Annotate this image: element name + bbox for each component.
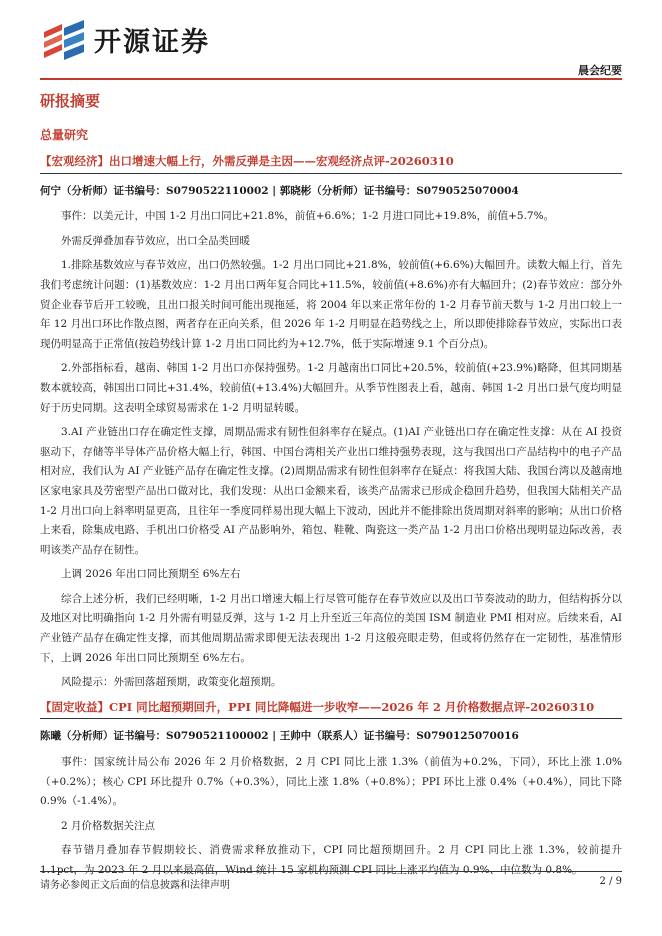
header-divider xyxy=(40,78,622,80)
article-subheading: 上调 2026 年出口同比预期至 6%左右 xyxy=(61,568,241,581)
brand-name: 开源证券 xyxy=(94,27,210,58)
footer-disclaimer: 请务必参阅正文后面的信息披露和法律声明 xyxy=(40,880,230,891)
footer-divider xyxy=(40,871,622,872)
article-subheading: 2 月价格数据关注点 xyxy=(61,819,156,832)
kaiyuan-logo-icon xyxy=(40,18,88,66)
article-paragraph: 3.AI 产业链出口存在确定性支撑，周期品需求有韧性但斜率存在疑点。(1)AI 产业链出口存在确定性支撑：从在 AI 投资驱动下，存储等半导体产品价格大幅上行，韩国、中国台湾相关产业出口维持强势表现，这与我国出口产品结构中的电子产品相对应，我们认为 AI 产业链产品存在确定性支撑。(2)周期品需求有韧性但斜率存在疑点：将我国大陆、我国台湾以及越南地区家电家具及劳密型产品出口做对比，我们发现：从出口金额来看，该类产品需求已形成企稳回升趋势，但我国大陆相关产品 1-2 月出口向上斜率明显更高，且往年一季度同样易出现大幅上下波动，因此并不能排除出货周期对斜率的影响；从出口价格上来看，除集成电路、手机出口价格受 AI 产品影响外，箱包、鞋靴、陶瓷这一类产品 1-2 月出口价格出现明显边际改善，表明该类产品存在韧性。 xyxy=(40,426,622,556)
article-risk: 风险提示：外需回落超预期，政策变化超预期。 xyxy=(61,676,282,689)
article-subheading: 外需反弹叠加春节效应，出口全品类回暖 xyxy=(61,234,250,247)
article-paragraph: 春节错月叠加春节假期较长、消费需求释放推动下，CPI 同比超预期回升。2 月 CPI 同比上涨 1.3%，较前提升 1.1pct，为 2023 年 2 月以来最高值，Wind 统计 15 家机构预测 CPI 同比上涨平均值为 0.9%、中位数为 0.8%。 xyxy=(40,844,622,876)
section-title: 研报摘要 xyxy=(40,92,101,110)
article-paragraph: 综合上述分析，我们已经明晰，1-2 月出口增速大幅上行尽管可能存在春节效应以及出口节奏波动的助力，但结构拆分以及地区对比明确指向 1-2 月外需有明显反弹，这与 1-2 月上升至近三年高位的美国 ISM 制造业 PMI 相对应。后续来看，AI 产业链产品存在确定性支撑，而其他周期品需求即便无法表现出 1-2 月这般亮眼走势，但或将仍然存在一定韧性，基准情形下，上调 2026 年出口同比预期至 6%左右。 xyxy=(40,592,622,664)
article-authors: 陈曦（分析师）证书编号：S0790521100002 | 王帅中（联系人）证书编号：S0790125070016 xyxy=(40,730,519,743)
article-paragraph: 事件：国家统计局公布 2026 年 2 月价格数据，2 月 CPI 同比上涨 1.3%（前值为+0.2%，下同），环比上涨 1.0%（+0.2%）；核心 CPI 环比提升 0.7%（+0.3%），同比上涨 1.8%（+0.8%）；PPI 环比上涨 0.4%（+0.4%），同比下降 0.9%（-1.4%）。 xyxy=(40,756,622,808)
article-headline: 【宏观经济】出口增速大幅上行，外需反弹是主因——宏观经济点评-20260310 xyxy=(40,152,622,174)
article-authors: 何宁（分析师）证书编号：S0790522110002 | 郭晓彬（分析师）证书编号：S0790525070004 xyxy=(40,184,519,197)
article-list xyxy=(40,148,622,886)
article-paragraph: 事件：以美元计，中国 1-2 月出口同比+21.8%，前值+6.6%；1-2 月进口同比+19.8%，前值+5.7%。 xyxy=(61,210,555,223)
article xyxy=(40,152,622,693)
article-paragraph: 2.外部指标看，越南、韩国 1-2 月出口亦保持强势。1-2 月越南出口同比+20.5%，较前值(+23.9%)略降，但其同期基数本就较高，韩国出口同比+31.4%，较前值(+13.4%)大幅回升。从季节性图表上看，越南、韩国 1-2 月出口景气度均明显好于历史同期。这表明全球贸易需求在 1-2 月明显转暖。 xyxy=(40,362,622,414)
page-header xyxy=(40,16,622,76)
article-headline: 【固定收益】CPI 同比超预期回升，PPI 同比降幅进一步收窄——2026 年 2 月价格数据点评-20260310 xyxy=(40,698,622,720)
article xyxy=(40,698,622,881)
header-tag: 晨会纪要 xyxy=(578,64,622,77)
page-number: 2 / 9 xyxy=(599,876,622,887)
article-paragraph: 1.排除基数效应与春节效应，出口仍然较强。1-2 月出口同比+21.8%，较前值(+6.6%)大幅回升。读数大幅上行，首先我们考虑统计问题：(1)基数效应：1-2 月出口两年复合同比+11.5%，较前值(+8.6%)亦有大幅回升；(2)春节效应：部分外贸企业春节后开工较晚，且出口报关时间可能出现拖延，将 2004 年以来正常年份的 1-2 月春节前天数与 1-2 月出口较上一年 12 月出口环比作散点图，两者存在正向关系，但 2026 年 1-2 月明显在趋势线之上，所以即使排除春节效应，实际出口表现仍明显高于正常值(按趋势线计算 1-2 月出口同比约为+12.7%，低于实际增速 9.1 个百分点)。 xyxy=(40,259,622,350)
sub-title: 总量研究 xyxy=(40,128,89,142)
